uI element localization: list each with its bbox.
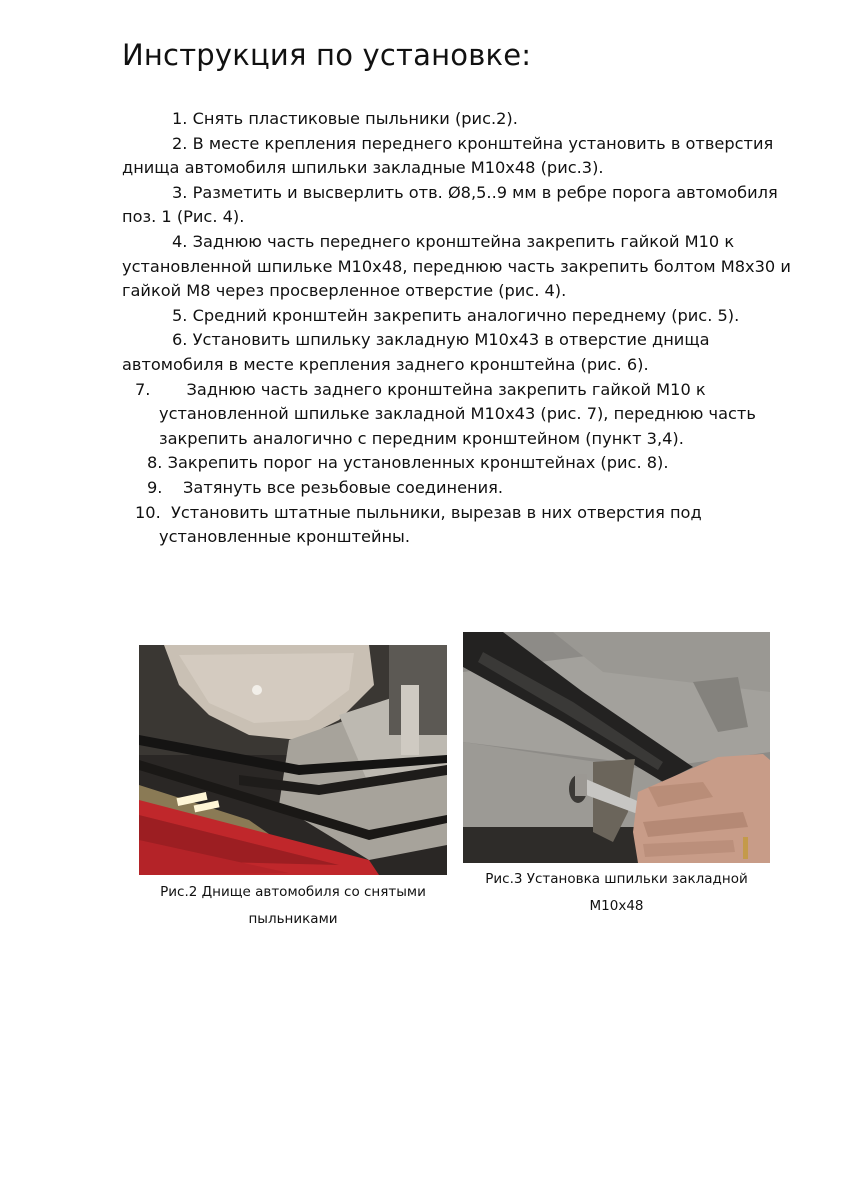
step-9 — [122, 476, 802, 501]
step-number: 4. — [172, 231, 188, 251]
caption-line: М10х48 — [589, 898, 644, 914]
car-underbody-image — [139, 645, 447, 875]
caption-line: Рис.2 Днище автомобиля со снятыми — [160, 884, 426, 900]
step-number: 10. — [135, 502, 161, 522]
step-number: 8. — [147, 453, 163, 473]
step-text: Средний кронштейн закрепить аналогично переднему (рис. 5). — [192, 305, 740, 325]
step-text: Затянуть все резьбовые соединения. — [183, 477, 504, 497]
figure-3-caption — [463, 866, 770, 920]
step-text: В месте крепления переднего кронштейна установить в отверстия днища автомобиля шпильки закладные М10х48 (рис.3). — [122, 133, 774, 178]
step-text: Снять пластиковые пыльники (рис.2). — [192, 109, 518, 128]
step-6 — [122, 328, 802, 377]
step-8 — [122, 451, 802, 476]
step-7 — [122, 378, 802, 452]
caption-line: пыльниками — [248, 911, 338, 927]
step-number: 7. — [135, 379, 151, 399]
figure-2-caption — [139, 879, 447, 933]
step-1 — [122, 107, 802, 132]
step-text: Установить штатные пыльники, вырезав в них отверстия под установленные кронштейны. — [159, 502, 702, 547]
step-number: 2. — [172, 133, 188, 153]
figure-3-photo — [463, 632, 770, 863]
step-text: Установить шпильку закладную М10х43 в отверстие днища автомобиля в месте крепления заднего кронштейна (рис. 6). — [122, 330, 710, 374]
step-5 — [122, 304, 802, 329]
stud-installation-image — [463, 632, 770, 863]
step-3 — [122, 181, 802, 230]
instruction-steps — [122, 107, 802, 550]
step-text: Разметить и высверлить отв. Ø8,5..9 мм в ребре порога автомобиля поз. 1 (Рис. 4). — [122, 182, 778, 227]
step-10 — [122, 501, 802, 550]
step-number: 5. — [172, 305, 188, 325]
step-text: Заднюю часть переднего кронштейна закрепить гайкой М10 к установленной шпильке М10х48, переднюю часть закрепить болтом М8х30 и гайкой М8 через просверленное отверстие (рис. 4). — [122, 231, 791, 301]
caption-line: Рис.3 Установка шпильки закладной — [485, 871, 748, 887]
step-text: Заднюю часть заднего кронштейна закрепить гайкой М10 к установленной шпильке закладной М10х43 (рис. 7), переднюю часть закрепить аналогично с передним кронштейном (пункт 3,4). — [159, 379, 756, 448]
step-4 — [122, 230, 802, 304]
step-text: Закрепить порог на установленных кронштейнах (рис. 8). — [167, 453, 669, 473]
figure-2-photo — [139, 645, 447, 875]
step-2 — [122, 132, 802, 181]
page-title: Инструкция по установке: — [122, 38, 532, 72]
step-number: 9. — [147, 477, 163, 497]
step-number: 1. — [172, 109, 188, 128]
step-number: 3. — [172, 182, 188, 202]
step-number: 6. — [172, 330, 188, 350]
